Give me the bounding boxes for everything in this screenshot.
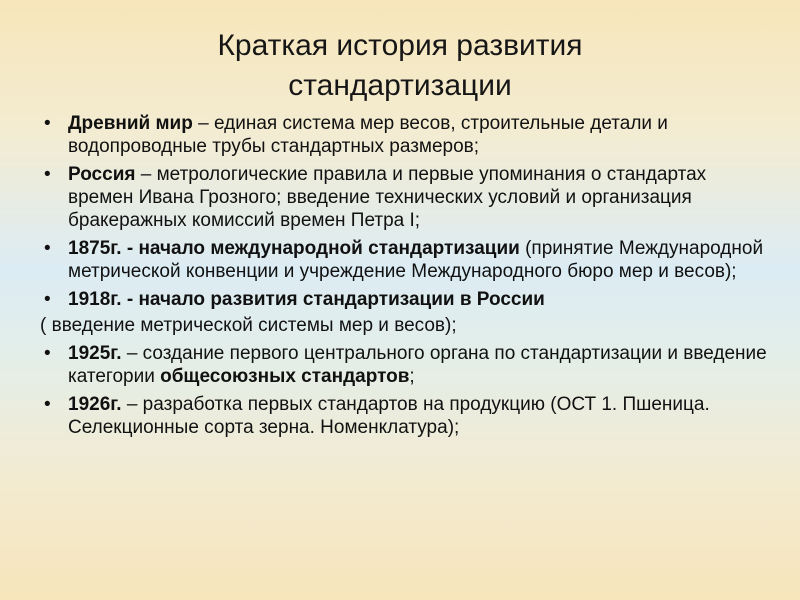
item-heading: 1926г.	[68, 394, 122, 415]
bullet-icon: •	[44, 164, 51, 185]
title-line-2: стандартизации	[288, 69, 512, 102]
item-text: – метрологические правила и первые упоминания о стандартах времен Ивана Грозного; введение технических условий и организация бракеражных комиссий времен Петра I;	[68, 164, 707, 231]
item-heading: Древний мир	[68, 113, 193, 134]
list-item-1875	[40, 237, 775, 283]
item-text-end: ;	[409, 366, 415, 387]
item-heading: 1918г. - начало развития стандартизации в России	[68, 289, 545, 310]
bullet-icon: •	[44, 343, 51, 364]
item-heading: 1925г.	[68, 343, 122, 364]
item-emphasis: общесоюзных стандартов	[160, 366, 410, 387]
item-heading: Россия	[68, 164, 136, 185]
bullet-icon: •	[44, 289, 51, 310]
list-item-1918	[40, 288, 775, 311]
item-text: (принятие Международной метрической конвенции и учреждение Международного бюро мер и весов);	[68, 238, 764, 282]
bullet-icon: •	[44, 113, 51, 134]
bullet-icon: •	[44, 238, 51, 259]
list-item-1926	[40, 393, 775, 439]
item-text: – разработка первых стандартов на продукцию (ОСТ 1. Пшеница. Селекционные сорта зерна. Номенклатура);	[68, 394, 710, 438]
list-item-1918-note: ( введение метрической системы мер и весов);	[40, 315, 457, 336]
item-heading: 1875г. - начало международной стандартизации	[68, 238, 520, 259]
list-item-ancient-world	[40, 112, 775, 158]
item-text: – создание первого центрального органа по стандартизации и введение категории	[68, 343, 767, 387]
slide-title	[0, 26, 800, 106]
title-line-1: Краткая история развития	[217, 29, 583, 62]
bullet-list	[40, 112, 775, 444]
list-item-1925	[40, 342, 775, 388]
bullet-icon: •	[44, 394, 51, 415]
item-text: – единая система мер весов, строительные детали и водопроводные трубы стандартных размеров;	[68, 113, 668, 157]
list-item-russia	[40, 163, 775, 232]
